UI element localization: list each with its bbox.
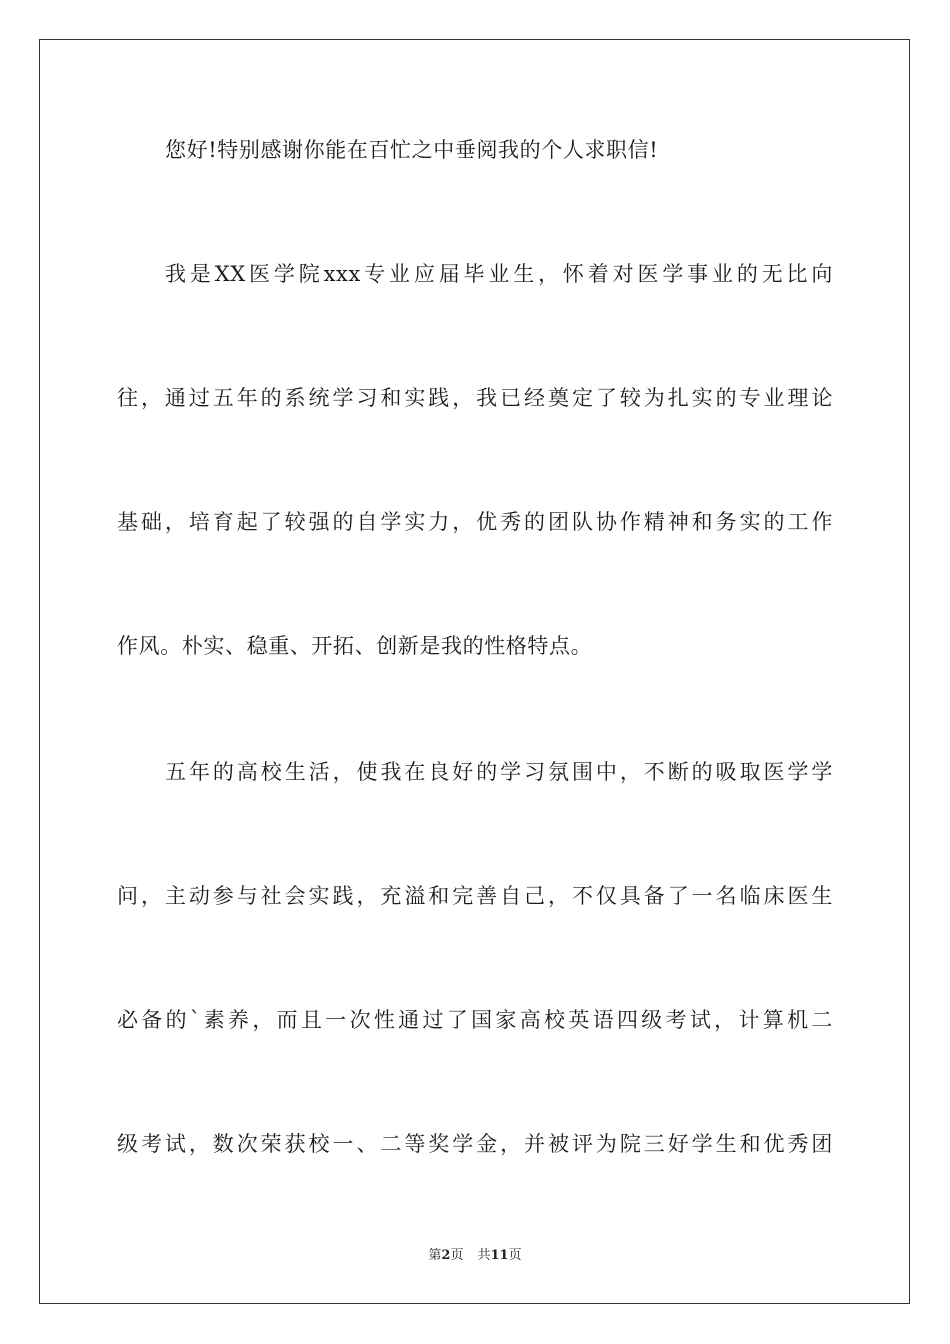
paragraph-line: 问，主动参与社会实践，充溢和完善自己，不仅具备了一名临床医生 [117, 884, 833, 908]
paragraph-line: 往，通过五年的系统学习和实践，我已经奠定了较为扎实的专业理论 [117, 386, 833, 410]
paragraph-line: 五年的高校生活，使我在良好的学习氛围中，不断的吸取医学学 [165, 760, 833, 784]
paragraph-line: 必备的`素养，而且一次性通过了国家高校英语四级考试，计算机二 [117, 1008, 833, 1032]
paragraph-greeting: 您好!特别感谢你能在百忙之中垂阅我的个人求职信! [165, 138, 659, 162]
paragraph-line: 作风。朴实、稳重、开拓、创新是我的性格特点。 [117, 634, 593, 658]
paragraph-line: 级考试，数次荣获校一、二等奖学金，并被评为院三好学生和优秀团 [117, 1132, 833, 1156]
paragraph-line: 我是XX医学院xxx专业应届毕业生，怀着对医学事业的无比向 [165, 262, 833, 286]
total-label: 共11页 [477, 1248, 522, 1263]
paragraph-line: 基础，培育起了较强的自学实力，优秀的团队协作精神和务实的工作 [117, 510, 833, 534]
page-border [39, 39, 910, 1304]
page-footer [0, 1246, 950, 1266]
total-page-count: 11 [490, 1248, 509, 1263]
page-label: 第2页 [428, 1248, 464, 1263]
current-page-number: 2 [441, 1248, 451, 1263]
